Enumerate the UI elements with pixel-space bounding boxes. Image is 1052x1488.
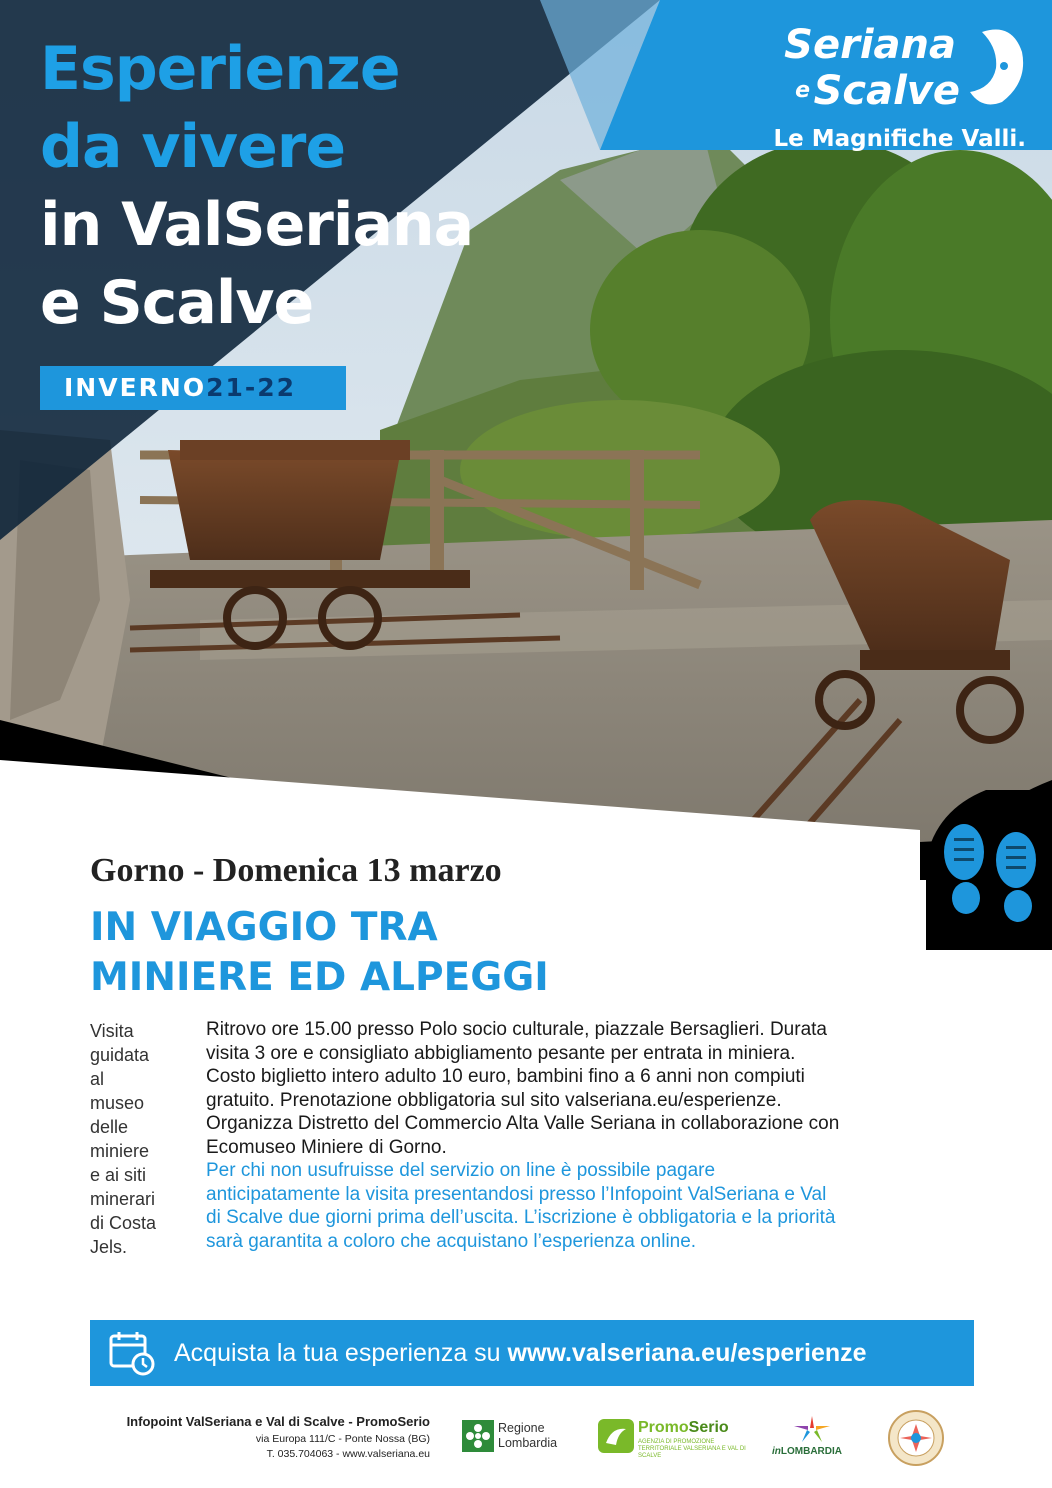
- inlombardia-logo: [770, 1414, 860, 1460]
- side-note-line: museo: [90, 1093, 145, 1113]
- headline-line-3: in ValSeriana: [40, 190, 474, 260]
- footer-address: via Europa 111/C - Ponte Nossa (BG): [255, 1433, 430, 1445]
- side-note-line: al: [90, 1069, 105, 1089]
- purchase-label: Acquista la tua esperienza su: [174, 1339, 508, 1367]
- booking-note-line: sarà garantita a coloro che acquistano l’esperienza online.: [206, 1230, 697, 1252]
- description-line: gratuito. Prenotazione obbligatoria sul sito valseriana.eu/esperienze.: [206, 1089, 782, 1111]
- event-description: [206, 1018, 986, 1253]
- side-note-line: e ai siti: [90, 1165, 147, 1185]
- footer-contact: [100, 1412, 430, 1462]
- booking-note-line: di Scalve due giorni prima dell’uscita. L’iscrizione è obbligatoria e la priorità: [206, 1207, 836, 1228]
- headline-line-4: e Scalve: [40, 268, 314, 338]
- description-line: visita 3 ore e consigliato abbigliamento pesante per entrata in miniera.: [206, 1042, 796, 1064]
- footprints-icon: [926, 790, 1052, 950]
- side-note-line: di Costa: [90, 1213, 157, 1233]
- goat-mascot-icon: [962, 22, 1030, 112]
- promo-subtitle: AGENZIA DI PROMOZIONE TERRITORIALE VALSERIANA E VAL DI SCALVE: [638, 1439, 746, 1459]
- promo-text-1: Promo: [638, 1419, 689, 1436]
- commerce-district-seal-icon: [888, 1410, 944, 1466]
- purchase-link[interactable]: www.valseriana.eu/esperienze: [507, 1339, 867, 1367]
- event-side-note: [90, 1019, 180, 1259]
- headline-line-2: da vivere: [40, 112, 346, 182]
- side-note-line: guidata: [90, 1045, 150, 1065]
- event-location-date: Gorno - Domenica 13 marzo: [90, 852, 502, 889]
- season-years: 21-22: [206, 373, 297, 402]
- purchase-text: [174, 1320, 867, 1386]
- inlombardia-text-2: LOMBARDIA: [780, 1446, 842, 1457]
- promo-text-2: Serio: [688, 1419, 729, 1436]
- description-line: Ritrovo ore 15.00 presso Polo socio culturale, piazzale Bersaglieri. Durata: [206, 1019, 827, 1040]
- description-line: Costo biglietto intero adulto 10 euro, bambini fino a 6 anni non compiuti: [206, 1066, 805, 1087]
- brand-logo: [582, 0, 1052, 190]
- season-badge: [40, 366, 346, 410]
- event-title-line-1: IN VIAGGIO TRA: [90, 905, 438, 950]
- booking-note-line: Per chi non usufruisse del servizio on line è possibile pagare: [206, 1160, 716, 1181]
- calendar-clock-icon: [108, 1329, 156, 1377]
- promoserio-mark-icon: [598, 1419, 634, 1453]
- side-note-line: miniere: [90, 1141, 150, 1161]
- brand-tagline: Le Magnifiche Valli.: [773, 126, 1026, 152]
- brand-name-part1: Seriana: [784, 22, 956, 68]
- description-line: Organizza Distretto del Commercio Alta Valle Seriana in collaborazione con: [206, 1113, 840, 1134]
- side-note-line: minerari: [90, 1189, 156, 1209]
- side-note-line: delle: [90, 1117, 129, 1137]
- inlombardia-text-1: in: [772, 1446, 781, 1457]
- side-note-line: Visita: [90, 1021, 134, 1041]
- headline: [40, 30, 640, 342]
- brand-name-conj: e: [795, 78, 810, 103]
- footer-contacts: T. 035.704063 - www.valseriana.eu: [266, 1448, 430, 1460]
- brand-name-part2: Scalve: [813, 68, 960, 114]
- season-label: INVERNO: [64, 373, 207, 402]
- lombardia-rose-icon: [462, 1420, 494, 1452]
- booking-note-line: anticipatamente la visita presentandosi presso l’Infopoint ValSeriana e Val: [206, 1183, 827, 1205]
- regione-lombardia-logo: [462, 1420, 572, 1454]
- lombardia-text-1: Regione: [498, 1421, 545, 1435]
- event-title: [90, 903, 910, 1003]
- headline-line-1: Esperienze: [40, 34, 400, 104]
- inlombardia-star-icon: [792, 1414, 832, 1444]
- lombardia-text-2: Lombardia: [498, 1436, 558, 1450]
- side-note-line: Jels.: [90, 1237, 128, 1257]
- purchase-banner[interactable]: [90, 1320, 974, 1386]
- event-title-line-2: MINIERE ED ALPEGGI: [90, 955, 549, 1000]
- footer-org: Infopoint ValSeriana e Val di Scalve - PromoSerio: [126, 1414, 430, 1429]
- promoserio-logo: [598, 1419, 758, 1457]
- description-line: Ecomuseo Miniere di Gorno.: [206, 1136, 447, 1158]
